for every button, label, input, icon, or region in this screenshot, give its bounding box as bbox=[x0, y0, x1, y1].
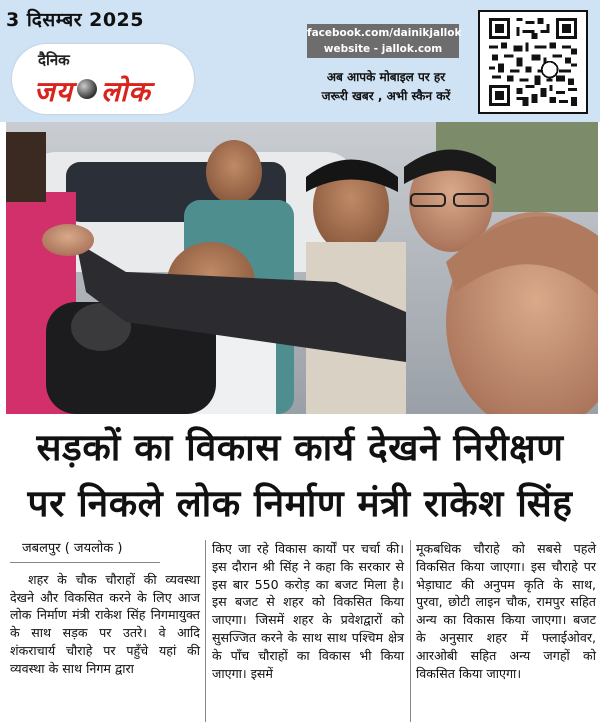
article-column-3 bbox=[416, 540, 596, 682]
globe-icon bbox=[77, 79, 97, 99]
column-divider bbox=[205, 540, 206, 722]
tagline-line-1: अब आपके मोबाइल पर हर bbox=[326, 70, 446, 84]
article-column-1 bbox=[10, 540, 200, 678]
social-links-box bbox=[307, 24, 462, 58]
dateline-divider bbox=[10, 562, 160, 563]
qr-code[interactable] bbox=[478, 10, 588, 114]
article-paragraph-2: किए जा रहे विकास कार्यों पर चर्चा की। इस दौरान श्री सिंह ने कहा कि सरकार से इस बार 550 करोड़ का बजट मिला है। इस बजट से शहर को विकसित किया जाएगा। जिसमें शहर के प्रवेशद्वारों को सुसज्जित करने के साथ साथ पश्चिम क्षेत्र के पाँच चौराहों का विकास भी किया जाएगा। इसमें bbox=[212, 541, 404, 681]
logo-jaylok bbox=[34, 72, 151, 110]
masthead bbox=[0, 0, 600, 122]
dateline: जबलपुर ( जयलोक ) bbox=[22, 541, 123, 556]
tagline-line-2: जरूरी खबर , अभी स्कैन करें bbox=[321, 89, 451, 103]
newspaper-logo bbox=[12, 44, 194, 114]
qr-code-icon bbox=[486, 18, 580, 106]
logo-dainik-text: दैनिक bbox=[38, 51, 70, 69]
article-paragraph-3: मूकबधिक चौराहे को सबसे पहले विकसित किया जाएगा। इस चौराहे पर भेड़ाघाट की अनुपम कृति के साथ, पुरवा, छोटी लाइन चौक, रामपुर सहित अन्य का विकास किया जाएगा। बजट के अनुसार शहर में फ्लाईओवर, आरओबी सहित अन्य जगहों को विकसित किया जाएगा। bbox=[416, 541, 596, 681]
issue-date: 3 दिसम्बर 2025 bbox=[6, 9, 144, 31]
facebook-link[interactable]: facebook.com/dainikjallok bbox=[307, 27, 462, 39]
headline-line-1: सड़कों का विकास कार्य देखने निरीक्षण bbox=[36, 426, 564, 469]
article-column-2 bbox=[212, 540, 404, 682]
logo-lok-text: लोक bbox=[101, 75, 151, 108]
news-photo bbox=[6, 122, 598, 414]
inspection-photo-illustration bbox=[6, 122, 598, 414]
article-paragraph-1: शहर के चौक चौराहों की व्यवस्था देखने और विकसित करने के लिए आज लोक निर्माण मंत्री राकेश सिंह निगमायुक्त के साथ सड़क पर उतरे। वे आदि शंकराचार्य चौराहे पर पहुँचे यहां की व्यवस्था के साथ निगम द्वारा bbox=[10, 571, 200, 676]
logo-jay-text: जय bbox=[34, 75, 74, 108]
scan-tagline bbox=[300, 68, 472, 106]
website-link[interactable]: website - jallok.com bbox=[323, 43, 443, 55]
headline-line-2: पर निकले लोक निर्माण मंत्री राकेश सिंह bbox=[27, 482, 573, 525]
column-divider bbox=[410, 540, 411, 722]
headline bbox=[0, 420, 600, 532]
